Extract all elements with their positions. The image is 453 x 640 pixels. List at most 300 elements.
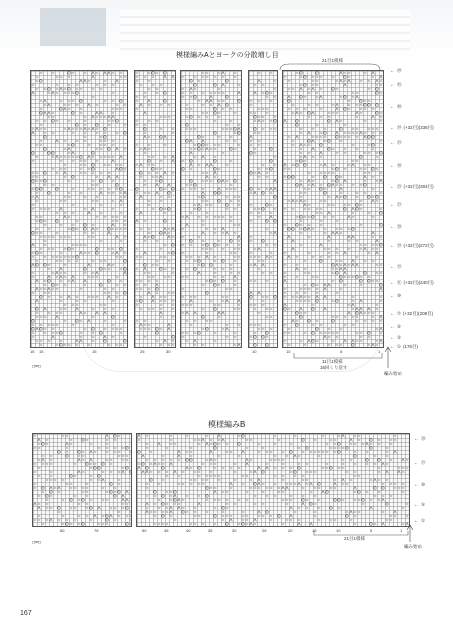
- yarn-over-symbol: [304, 164, 307, 167]
- decrease-symbol: [312, 88, 315, 91]
- decrease-symbol: [198, 272, 201, 275]
- yarn-over-symbol: [72, 144, 75, 147]
- yarn-over-symbol: [292, 176, 295, 179]
- decrease-symbol: [190, 164, 193, 167]
- arrow-left-icon: ←: [390, 223, 395, 230]
- decrease-symbol: [300, 200, 303, 203]
- yarn-over-symbol: [214, 515, 217, 518]
- yarn-over-symbol: [238, 443, 241, 446]
- yarn-over-symbol: [312, 340, 315, 343]
- yarn-over-symbol: [58, 451, 61, 454]
- yarn-over-symbol: [214, 284, 217, 287]
- yarn-over-symbol: [266, 511, 269, 514]
- row-mark: ⑳: [397, 224, 402, 229]
- decrease-symbol: [36, 328, 39, 331]
- yarn-over-symbol: [234, 128, 237, 131]
- decrease-symbol: [210, 96, 213, 99]
- decrease-symbol: [116, 252, 119, 255]
- yarn-over-symbol: [56, 188, 59, 191]
- yarn-over-symbol: [156, 288, 159, 291]
- yarn-over-symbol: [306, 447, 309, 450]
- yarn-over-symbol: [352, 228, 355, 231]
- yarn-over-symbol: [346, 515, 349, 518]
- decrease-symbol: [354, 487, 357, 490]
- decrease-symbol: [312, 140, 315, 143]
- decrease-symbol: [92, 72, 95, 75]
- arrow-left-icon: ←: [390, 343, 395, 350]
- decrease-symbol: [382, 499, 385, 502]
- yarn-over-symbol: [60, 332, 63, 335]
- yarn-over-symbol: [190, 116, 193, 119]
- decrease-symbol: [178, 507, 181, 510]
- yarn-over-symbol: [310, 503, 313, 506]
- decrease-symbol: [380, 328, 383, 331]
- yarn-over-symbol: [214, 132, 217, 135]
- yarn-over-symbol: [356, 208, 359, 211]
- yarn-over-symbol: [164, 220, 167, 223]
- decrease-symbol: [210, 451, 213, 454]
- decrease-symbol: [394, 451, 397, 454]
- decrease-symbol: [64, 108, 67, 111]
- decrease-symbol: [324, 284, 327, 287]
- yarn-over-symbol: [296, 312, 299, 315]
- decrease-symbol: [300, 296, 303, 299]
- yarn-over-symbol: [58, 507, 61, 510]
- decrease-symbol: [126, 491, 129, 494]
- yarn-over-symbol: [68, 88, 71, 91]
- yarn-over-symbol: [214, 192, 217, 195]
- decrease-symbol: [290, 515, 293, 518]
- decrease-symbol: [148, 100, 151, 103]
- yarn-over-symbol: [72, 112, 75, 115]
- yarn-over-symbol: [160, 180, 163, 183]
- decrease-symbol: [238, 236, 241, 239]
- yarn-over-symbol: [86, 463, 89, 466]
- chart-a-panel-5: [282, 70, 384, 348]
- decrease-symbol: [258, 120, 261, 123]
- decrease-symbol: [394, 511, 397, 514]
- yarn-over-symbol: [138, 451, 141, 454]
- chart-a-title: 模様編みAとヨークの分散増し目: [176, 52, 279, 59]
- yarn-over-symbol: [218, 180, 221, 183]
- decrease-symbol: [84, 80, 87, 83]
- yarn-over-symbol: [164, 72, 167, 75]
- yarn-over-symbol: [218, 192, 221, 195]
- chart-a-row-label: [390, 82, 404, 88]
- decrease-symbol: [344, 180, 347, 183]
- yarn-over-symbol: [330, 507, 333, 510]
- decrease-symbol: [210, 100, 213, 103]
- yarn-over-symbol: [300, 160, 303, 163]
- yarn-over-symbol: [312, 284, 315, 287]
- yarn-over-symbol: [40, 220, 43, 223]
- decrease-symbol: [96, 312, 99, 315]
- yarn-over-symbol: [266, 204, 269, 207]
- decrease-symbol: [296, 268, 299, 271]
- yarn-over-symbol: [152, 168, 155, 171]
- yarn-over-symbol: [214, 447, 217, 450]
- decrease-symbol: [94, 515, 97, 518]
- yarn-over-symbol: [218, 200, 221, 203]
- yarn-over-symbol: [120, 248, 123, 251]
- yarn-over-symbol: [250, 152, 253, 155]
- decrease-symbol: [140, 212, 143, 215]
- yarn-over-symbol: [108, 148, 111, 151]
- yarn-over-symbol: [32, 320, 35, 323]
- yarn-over-symbol: [380, 224, 383, 227]
- decrease-symbol: [292, 240, 295, 243]
- decrease-symbol: [60, 276, 63, 279]
- decrease-symbol: [352, 340, 355, 343]
- decrease-symbol: [44, 112, 47, 115]
- decrease-symbol: [102, 479, 105, 482]
- decrease-symbol: [310, 483, 313, 486]
- row-mark: ⑪: [397, 280, 402, 285]
- decrease-symbol: [108, 232, 111, 235]
- yarn-over-symbol: [172, 188, 175, 191]
- yarn-over-symbol: [364, 272, 367, 275]
- yarn-over-symbol: [198, 208, 201, 211]
- decrease-symbol: [312, 184, 315, 187]
- yarn-over-symbol: [214, 308, 217, 311]
- decrease-symbol: [300, 88, 303, 91]
- yarn-over-symbol: [324, 176, 327, 179]
- decrease-symbol: [308, 132, 311, 135]
- yarn-over-symbol: [368, 196, 371, 199]
- chart-b-tick: 50: [142, 528, 147, 533]
- decrease-symbol: [36, 128, 39, 131]
- yarn-over-symbol: [112, 316, 115, 319]
- chart-a-tick: 10: [286, 349, 291, 354]
- yarn-over-symbol: [336, 180, 339, 183]
- yarn-over-symbol: [174, 499, 177, 502]
- chart-b-panel-1-symbols: [33, 434, 131, 526]
- chart-a-panel-2: [134, 70, 176, 348]
- decrease-symbol: [356, 112, 359, 115]
- decrease-symbol: [356, 264, 359, 267]
- chart-b-tick: 40: [186, 528, 191, 533]
- chart-a-tick: 15: [39, 349, 44, 354]
- arrow-left-icon: ←: [390, 81, 395, 88]
- yarn-over-symbol: [234, 180, 237, 183]
- decrease-symbol: [178, 451, 181, 454]
- yarn-over-symbol: [100, 180, 103, 183]
- decrease-symbol: [312, 112, 315, 115]
- decrease-symbol: [352, 164, 355, 167]
- decrease-symbol: [298, 483, 301, 486]
- yarn-over-symbol: [288, 176, 291, 179]
- yarn-over-symbol: [124, 132, 127, 135]
- decrease-symbol: [226, 232, 229, 235]
- yarn-over-symbol: [70, 475, 73, 478]
- decrease-symbol: [168, 328, 171, 331]
- decrease-symbol: [290, 507, 293, 510]
- row-mark: ㊺: [397, 82, 402, 87]
- decrease-symbol: [144, 148, 147, 151]
- decrease-symbol: [174, 471, 177, 474]
- yarn-over-symbol: [296, 324, 299, 327]
- decrease-symbol: [340, 188, 343, 191]
- yarn-over-symbol: [262, 192, 265, 195]
- yarn-over-symbol: [136, 188, 139, 191]
- decrease-symbol: [372, 344, 375, 347]
- yarn-over-symbol: [382, 487, 385, 490]
- yarn-over-symbol: [90, 507, 93, 510]
- decrease-symbol: [226, 328, 229, 331]
- decrease-symbol: [76, 340, 79, 343]
- decrease-symbol: [350, 511, 353, 514]
- decrease-symbol: [348, 80, 351, 83]
- yarn-over-symbol: [126, 507, 129, 510]
- chart-b-tick: 1: [400, 528, 403, 533]
- yarn-over-symbol: [190, 459, 193, 462]
- arrow-left-icon: ←: [414, 459, 419, 466]
- decrease-symbol: [104, 336, 107, 339]
- decrease-symbol: [80, 80, 83, 83]
- decrease-symbol: [364, 248, 367, 251]
- decrease-symbol: [284, 304, 287, 307]
- arrow-left-icon: ←: [390, 334, 395, 341]
- decrease-symbol: [140, 104, 143, 107]
- yarn-over-symbol: [68, 248, 71, 251]
- yarn-over-symbol: [308, 140, 311, 143]
- decrease-symbol: [142, 455, 145, 458]
- yarn-over-symbol: [226, 523, 229, 526]
- decrease-symbol: [402, 459, 405, 462]
- yarn-over-symbol: [376, 112, 379, 115]
- yarn-over-symbol: [124, 260, 127, 263]
- yarn-over-symbol: [106, 519, 109, 522]
- decrease-symbol: [116, 176, 119, 179]
- decrease-symbol: [120, 156, 123, 159]
- decrease-symbol: [56, 156, 59, 159]
- chart-a-panel-4-symbols: [249, 71, 277, 347]
- decrease-symbol: [284, 164, 287, 167]
- decrease-symbol: [72, 280, 75, 283]
- yarn-over-symbol: [172, 244, 175, 247]
- decrease-symbol: [386, 471, 389, 474]
- yarn-over-symbol: [368, 104, 371, 107]
- decrease-symbol: [320, 244, 323, 247]
- decrease-symbol: [336, 196, 339, 199]
- decrease-symbol: [78, 471, 81, 474]
- yarn-over-symbol: [116, 184, 119, 187]
- yarn-over-symbol: [226, 96, 229, 99]
- decrease-symbol: [152, 300, 155, 303]
- decrease-symbol: [258, 80, 261, 83]
- yarn-over-symbol: [206, 292, 209, 295]
- yarn-over-symbol: [274, 220, 277, 223]
- yarn-over-symbol: [144, 264, 147, 267]
- chart-b-row-label: [414, 518, 427, 524]
- yarn-over-symbol: [266, 220, 269, 223]
- chart-a-row-label: [390, 311, 433, 317]
- decrease-symbol: [288, 256, 291, 259]
- yarn-over-symbol: [296, 164, 299, 167]
- yarn-over-symbol: [130, 471, 131, 474]
- yarn-over-symbol: [182, 168, 185, 171]
- row-count: (+32目)(304目): [403, 184, 434, 189]
- yarn-over-symbol: [44, 136, 47, 139]
- row-count: (+32目)(208目): [403, 311, 434, 316]
- yarn-over-symbol: [362, 499, 365, 502]
- chart-a-repeat-label: 21目1模様: [322, 58, 344, 63]
- yarn-over-symbol: [316, 72, 319, 75]
- decrease-symbol: [266, 467, 269, 470]
- chart-a-note-repeat: 11目1模様: [322, 359, 343, 364]
- decrease-symbol: [88, 320, 91, 323]
- decrease-symbol: [96, 272, 99, 275]
- yarn-over-symbol: [296, 120, 299, 123]
- yarn-over-symbol: [324, 192, 327, 195]
- yarn-over-symbol: [44, 172, 47, 175]
- decrease-symbol: [186, 216, 189, 219]
- chart-b-tick: 5: [370, 528, 373, 533]
- yarn-over-symbol: [80, 100, 83, 103]
- decrease-symbol: [60, 268, 63, 271]
- yarn-over-symbol: [340, 280, 343, 283]
- decrease-symbol: [202, 439, 205, 442]
- yarn-over-symbol: [162, 503, 165, 506]
- decrease-symbol: [144, 252, 147, 255]
- chart-b-tick: 80: [60, 528, 65, 533]
- decrease-symbol: [322, 491, 325, 494]
- yarn-over-symbol: [364, 104, 367, 107]
- decrease-symbol: [352, 208, 355, 211]
- decrease-symbol: [246, 463, 249, 466]
- yarn-over-symbol: [226, 104, 229, 107]
- yarn-over-symbol: [206, 328, 209, 331]
- decrease-symbol: [238, 128, 241, 131]
- decrease-symbol: [68, 148, 71, 151]
- decrease-symbol: [342, 435, 345, 438]
- decrease-symbol: [380, 340, 383, 343]
- yarn-over-symbol: [32, 152, 35, 155]
- decrease-symbol: [288, 236, 291, 239]
- yarn-over-symbol: [336, 168, 339, 171]
- decrease-symbol: [60, 88, 63, 91]
- yarn-over-symbol: [378, 459, 381, 462]
- decrease-symbol: [186, 467, 189, 470]
- yarn-over-symbol: [336, 300, 339, 303]
- yarn-over-symbol: [242, 435, 245, 438]
- decrease-symbol: [292, 248, 295, 251]
- decrease-symbol: [270, 216, 273, 219]
- decrease-symbol: [344, 340, 347, 343]
- chart-b-tick: 45: [164, 528, 169, 533]
- decrease-symbol: [218, 435, 221, 438]
- yarn-over-symbol: [98, 467, 101, 470]
- yarn-over-symbol: [370, 523, 373, 526]
- chart-a-row-label: [390, 224, 404, 230]
- yarn-over-symbol: [230, 240, 233, 243]
- yarn-over-symbol: [174, 491, 177, 494]
- yarn-over-symbol: [198, 467, 201, 470]
- yarn-over-symbol: [356, 204, 359, 207]
- decrease-symbol: [310, 523, 313, 526]
- decrease-symbol: [360, 308, 363, 311]
- yarn-over-symbol: [120, 168, 123, 171]
- decrease-symbol: [340, 268, 343, 271]
- decrease-symbol: [100, 112, 103, 115]
- yarn-over-symbol: [344, 76, 347, 79]
- decrease-symbol: [254, 192, 257, 195]
- decrease-symbol: [340, 80, 343, 83]
- decrease-symbol: [202, 192, 205, 195]
- decrease-symbol: [168, 236, 171, 239]
- arrow-left-icon: ←: [390, 323, 395, 330]
- yarn-over-symbol: [162, 495, 165, 498]
- yarn-over-symbol: [96, 248, 99, 251]
- decrease-symbol: [90, 451, 93, 454]
- yarn-over-symbol: [364, 184, 367, 187]
- decrease-symbol: [56, 272, 59, 275]
- yarn-over-symbol: [186, 459, 189, 462]
- yarn-over-symbol: [206, 495, 209, 498]
- yarn-over-symbol: [40, 328, 43, 331]
- yarn-over-symbol: [242, 523, 245, 526]
- decrease-symbol: [138, 467, 141, 470]
- decrease-symbol: [210, 164, 213, 167]
- yarn-over-symbol: [360, 280, 363, 283]
- chart-a-panel-3-symbols: [181, 71, 241, 347]
- decrease-symbol: [164, 228, 167, 231]
- yarn-over-symbol: [360, 156, 363, 159]
- decrease-symbol: [380, 316, 383, 319]
- decrease-symbol: [238, 344, 241, 347]
- decrease-symbol: [78, 459, 81, 462]
- decrease-symbol: [108, 296, 111, 299]
- decrease-symbol: [116, 168, 119, 171]
- decrease-symbol: [372, 232, 375, 235]
- decrease-symbol: [218, 104, 221, 107]
- yarn-over-symbol: [76, 320, 79, 323]
- decrease-symbol: [36, 300, 39, 303]
- yarn-over-symbol: [52, 152, 55, 155]
- yarn-over-symbol: [48, 280, 51, 283]
- chart-b-panel-1: [32, 433, 132, 527]
- chart-a-row-label: [390, 324, 403, 330]
- yarn-over-symbol: [312, 216, 315, 219]
- decrease-symbol: [336, 232, 339, 235]
- yarn-over-symbol: [372, 136, 375, 139]
- decrease-symbol: [88, 104, 91, 107]
- yarn-over-symbol: [48, 152, 51, 155]
- decrease-symbol: [234, 276, 237, 279]
- yarn-over-symbol: [370, 447, 373, 450]
- decrease-symbol: [336, 264, 339, 267]
- yarn-over-symbol: [346, 447, 349, 450]
- chart-b-tick: 25: [262, 528, 267, 533]
- decrease-symbol: [170, 511, 173, 514]
- decrease-symbol: [300, 308, 303, 311]
- decrease-symbol: [108, 72, 111, 75]
- yarn-over-symbol: [380, 244, 383, 247]
- yarn-over-symbol: [354, 455, 357, 458]
- decrease-symbol: [112, 224, 115, 227]
- yarn-over-symbol: [344, 196, 347, 199]
- yarn-over-symbol: [380, 284, 383, 287]
- yarn-over-symbol: [126, 447, 129, 450]
- row-mark: ⑩: [397, 293, 402, 298]
- yarn-over-symbol: [336, 272, 339, 275]
- yarn-over-symbol: [198, 148, 201, 151]
- yarn-over-symbol: [332, 264, 335, 267]
- decrease-symbol: [274, 180, 277, 183]
- yarn-over-symbol: [80, 156, 83, 159]
- decrease-symbol: [218, 188, 221, 191]
- chart-a-row-label: [390, 140, 404, 146]
